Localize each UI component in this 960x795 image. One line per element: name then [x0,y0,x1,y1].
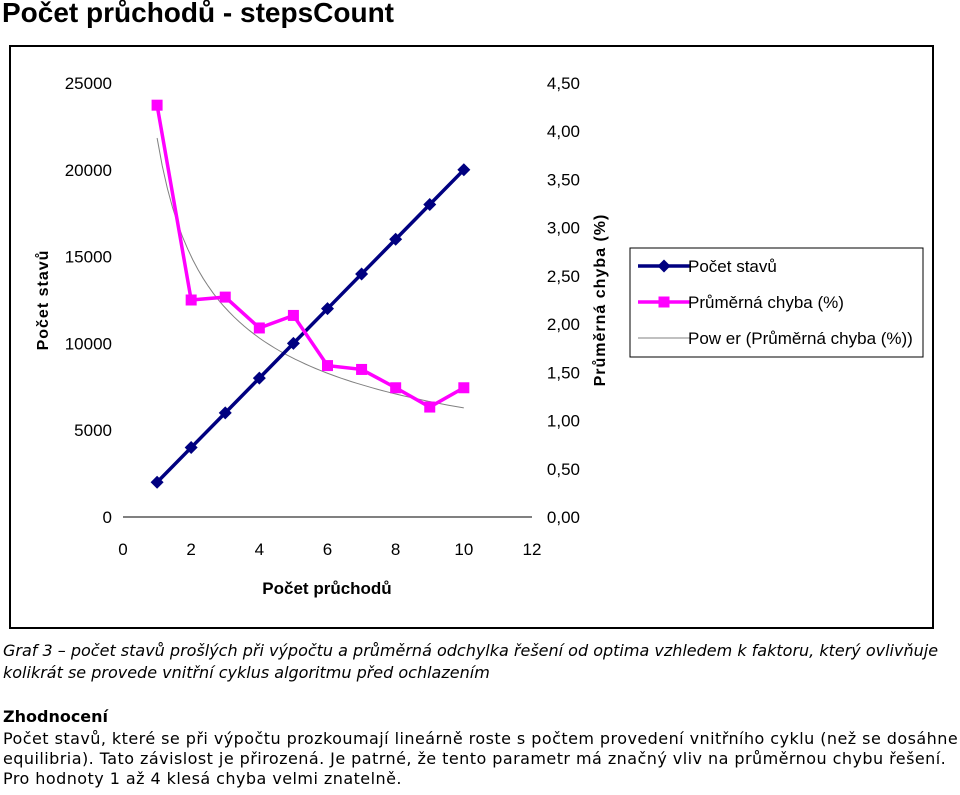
legend-swatch-marker [659,297,670,308]
prumerna-chyba-point [458,382,469,393]
y-left-tick-label: 20000 [64,160,112,180]
y-left-tick-label: 5000 [74,421,112,441]
page-title: Počet průchodů - stepsCount [2,0,394,28]
prumerna-chyba-point [390,382,401,393]
y-right-tick-label: 1,00 [546,411,580,431]
x-tick-label: 0 [118,540,128,559]
x-tick-label: 12 [522,540,542,559]
y-right-tick-label: 4,50 [546,74,580,93]
x-tick-label: 6 [322,540,333,559]
legend [630,248,923,357]
y-right-tick-label: 2,50 [546,266,580,286]
figure-caption: Graf 3 – počet stavů prošlých při výpočtu a průměrná odchylka řešení od optima vzhledem k faktoru, který ovlivňuje kolikrát se provede vnitřní cyklus algoritmu před ochlazením [3,641,939,682]
x-tick-label: 10 [454,540,474,559]
y-left-tick-label: 0 [102,508,112,527]
prumerna-chyba-point [356,364,367,375]
evaluation-heading: Zhodnocení [3,707,109,726]
prumerna-chyba-point [322,360,333,371]
legend-label: Počet stavů [688,257,777,276]
series-trendline [157,138,464,408]
chart-svg [11,47,932,627]
legend-label: Průměrná chyba (%) [688,293,844,312]
trendline-path [157,138,464,408]
y-right-tick-label: 2,00 [546,315,580,335]
prumerna-chyba-point [152,100,163,111]
y-right-tick-label: 3,50 [546,170,580,190]
prumerna-chyba-point [288,310,299,321]
y-right-axis-title: Průměrná chyba (%) [592,213,609,387]
y-left-tick-label: 25000 [64,74,112,93]
y-left-tick-label: 15000 [64,247,112,267]
legend-label: Pow er (Průměrná chyba (%)) [688,329,913,348]
y-right-tick-label: 1,50 [546,363,580,383]
y-right-tick-label: 4,00 [546,122,580,142]
prumerna-chyba-point [220,292,231,303]
x-axis-title: Počet průchodů [262,579,392,598]
pocet-stavu-line [157,170,464,482]
chart-frame [9,45,934,629]
x-tick-label: 8 [390,540,401,559]
y-right-tick-label: 0,00 [546,508,580,527]
prumerna-chyba-line [157,105,464,407]
evaluation-text: Počet stavů, které se při výpočtu prozkoumají lineárně roste s počtem provedení vnitřního cyklu (než se dosáhne equilibria). Tato závislost je přirozená. Je patrné, že tento parametr má značný vliv na průměrnou chybu řešení. Pro hodnoty 1 až 4 klesá chyba velmi znatelně. [3,729,959,788]
x-tick-label: 2 [186,540,196,559]
y-right-tick-label: 0,50 [546,459,580,479]
x-tick-label: 4 [254,540,265,559]
prumerna-chyba-point [424,402,435,413]
series-pocet-stavu [151,163,471,488]
y-left-axis-title: Počet stavů [35,249,52,351]
prumerna-chyba-point [254,322,265,333]
prumerna-chyba-point [186,295,197,306]
y-right-tick-label: 3,00 [546,218,580,238]
series-prumerna-chyba [152,100,470,413]
y-left-tick-label: 10000 [64,334,112,354]
